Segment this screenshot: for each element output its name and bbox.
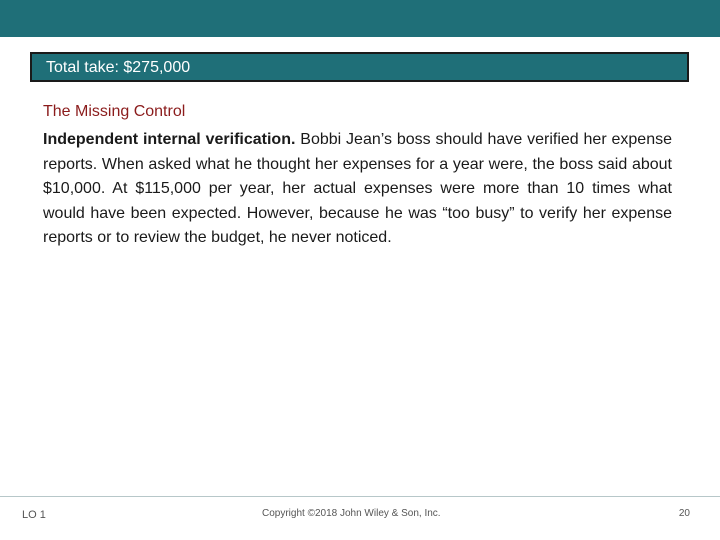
page-number: 20 bbox=[678, 508, 690, 519]
title-banner bbox=[30, 52, 689, 82]
paragraph-lead: Independent internal verification. bbox=[43, 131, 296, 148]
section-heading: The Missing Control bbox=[43, 103, 186, 120]
banner-title: Total take: $275,000 bbox=[46, 59, 191, 76]
copyright-notice: Copyright ©2018 John Wiley & Son, Inc. bbox=[262, 508, 441, 519]
top-header-bar bbox=[0, 0, 720, 37]
footer-divider bbox=[0, 496, 720, 497]
learning-objective-label: LO 1 bbox=[22, 509, 46, 521]
body-paragraph bbox=[43, 128, 672, 251]
paragraph-text: Bobbi Jean’s boss should have verified her expense reports. When asked what he thought her expenses for a year were, the boss said about $10,000. At $115,000 per year, her actual expenses were more than 10 times what would have been expected. However, because he was “too busy” to verify her expense reports or to review the budget, he never noticed. bbox=[43, 131, 673, 246]
